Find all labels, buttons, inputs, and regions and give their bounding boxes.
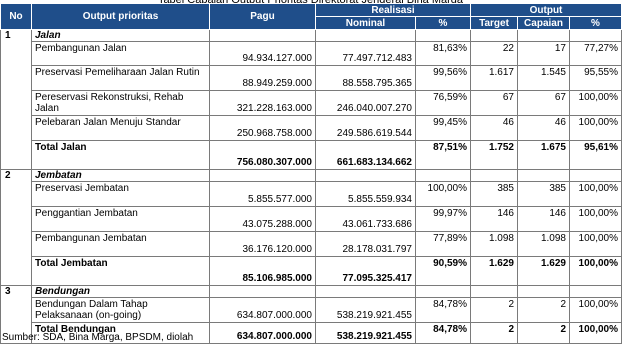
table-row — [1, 42, 622, 66]
group-number: 2 — [1, 170, 32, 286]
total-pagu: 756.080.307.000 — [210, 141, 316, 170]
row-capaian: 385 — [518, 182, 570, 207]
row-pagu: 43.075.288.000 — [210, 207, 316, 232]
row-capaian: 17 — [518, 42, 570, 66]
row-label: Pereservasi Rekonstruksi, Rehab Jalan — [32, 91, 210, 116]
row-capaian: 1.545 — [518, 66, 570, 91]
source-note-text: Sumber: SDA, Bina Marga, BPSDM, diolah — [2, 332, 194, 343]
total-target: 1.752 — [471, 141, 518, 170]
row-pagu: 250.968.758.000 — [210, 116, 316, 141]
row-target: 1.617 — [471, 66, 518, 91]
row-percent: 76,59% — [416, 91, 471, 116]
row-label: Pembangunan Jalan — [32, 42, 210, 66]
row-capaian: 146 — [518, 207, 570, 232]
total-percent-output: 100,00% — [570, 323, 622, 344]
total-capaian: 2 — [518, 323, 570, 344]
row-label: Pelebaran Jalan Menuju Standar — [32, 116, 210, 141]
row-percent: 99,45% — [416, 116, 471, 141]
row-nominal: 77.497.712.483 — [316, 42, 416, 66]
group-number: 1 — [1, 30, 32, 170]
row-percent-output: 95,55% — [570, 66, 622, 91]
total-label: Total Jalan — [32, 141, 210, 170]
row-percent: 99,97% — [416, 207, 471, 232]
row-percent-output: 100,00% — [570, 232, 622, 257]
table-row — [1, 91, 622, 116]
total-row — [1, 141, 622, 170]
row-nominal: 246.040.007.270 — [316, 91, 416, 116]
category-name: Bendungan — [32, 286, 210, 298]
row-percent-output: 100,00% — [570, 91, 622, 116]
total-nominal: 77.095.325.417 — [316, 257, 416, 286]
row-percent: 84,78% — [416, 298, 471, 323]
table-row — [1, 66, 622, 91]
row-nominal: 5.855.559.934 — [316, 182, 416, 207]
total-label: Total Bendungan — [32, 323, 210, 344]
total-target: 2 — [471, 323, 518, 344]
total-row — [1, 257, 622, 286]
row-percent-output: 100,00% — [570, 182, 622, 207]
total-percent-output: 100,00% — [570, 257, 622, 286]
row-label: Bendungan Dalam Tahap Pelaksanaan (on-going) — [32, 298, 210, 323]
source-note — [2, 332, 202, 344]
row-percent-output: 100,00% — [570, 207, 622, 232]
row-percent: 77,89% — [416, 232, 471, 257]
total-pagu: 85.106.985.000 — [210, 257, 316, 286]
category-name: Jembatan — [32, 170, 210, 182]
row-pagu: 88.949.259.000 — [210, 66, 316, 91]
total-percent: 87,51% — [416, 141, 471, 170]
category-row — [1, 30, 622, 42]
row-target: 1.098 — [471, 232, 518, 257]
row-target: 22 — [471, 42, 518, 66]
table-row — [1, 298, 622, 323]
row-nominal: 88.558.795.365 — [316, 66, 416, 91]
row-label: Penggantian Jembatan — [32, 207, 210, 232]
header-target: Target — [471, 17, 518, 30]
category-name: Jalan — [32, 30, 210, 42]
header-no: No — [1, 4, 32, 30]
row-target: 67 — [471, 91, 518, 116]
row-capaian: 2 — [518, 298, 570, 323]
category-row — [1, 170, 622, 182]
row-target: 146 — [471, 207, 518, 232]
table-row — [1, 207, 622, 232]
output-priority-table — [0, 3, 622, 344]
header-capaian: Capaian — [518, 17, 570, 30]
header-realisasi: Realisasi — [316, 4, 471, 17]
total-nominal: 538.219.921.455 — [316, 323, 416, 344]
row-nominal: 249.586.619.544 — [316, 116, 416, 141]
row-percent: 100,00% — [416, 182, 471, 207]
row-target: 46 — [471, 116, 518, 141]
table-row — [1, 182, 622, 207]
row-percent-output: 77,27% — [570, 42, 622, 66]
row-percent-output: 100,00% — [570, 116, 622, 141]
total-nominal: 661.683.134.662 — [316, 141, 416, 170]
header-percent: % — [416, 17, 471, 30]
table-row — [1, 116, 622, 141]
total-percent-output: 95,61% — [570, 141, 622, 170]
row-target: 2 — [471, 298, 518, 323]
row-nominal: 28.178.031.797 — [316, 232, 416, 257]
header-output-prioritas: Output prioritas — [32, 4, 210, 30]
total-capaian: 1.675 — [518, 141, 570, 170]
row-label: Preservasi Jembatan — [32, 182, 210, 207]
row-percent: 81,63% — [416, 42, 471, 66]
row-label: Pembangunan Jembatan — [32, 232, 210, 257]
total-target: 1.629 — [471, 257, 518, 286]
row-nominal: 538.219.921.455 — [316, 298, 416, 323]
row-nominal: 43.061.733.686 — [316, 207, 416, 232]
header-percent-output: % — [570, 17, 622, 30]
total-pagu: 634.807.000.000 — [210, 323, 316, 344]
total-capaian: 1.629 — [518, 257, 570, 286]
row-percent: 99,56% — [416, 66, 471, 91]
row-target: 385 — [471, 182, 518, 207]
row-capaian: 67 — [518, 91, 570, 116]
header-nominal: Nominal — [316, 17, 416, 30]
total-percent: 84,78% — [416, 323, 471, 344]
row-pagu: 94.934.127.000 — [210, 42, 316, 66]
header-pagu: Pagu — [210, 4, 316, 30]
row-percent-output: 100,00% — [570, 298, 622, 323]
row-label: Preservasi Pemeliharaan Jalan Rutin — [32, 66, 210, 91]
row-capaian: 1.098 — [518, 232, 570, 257]
row-capaian: 46 — [518, 116, 570, 141]
category-row — [1, 286, 622, 298]
row-pagu: 36.176.120.000 — [210, 232, 316, 257]
total-percent: 90,59% — [416, 257, 471, 286]
row-pagu: 5.855.577.000 — [210, 182, 316, 207]
total-label: Total Jembatan — [32, 257, 210, 286]
table-row — [1, 232, 622, 257]
row-pagu: 321.228.163.000 — [210, 91, 316, 116]
row-pagu: 634.807.000.000 — [210, 298, 316, 323]
header-output: Output — [471, 4, 622, 17]
group-number: 3 — [1, 286, 32, 344]
